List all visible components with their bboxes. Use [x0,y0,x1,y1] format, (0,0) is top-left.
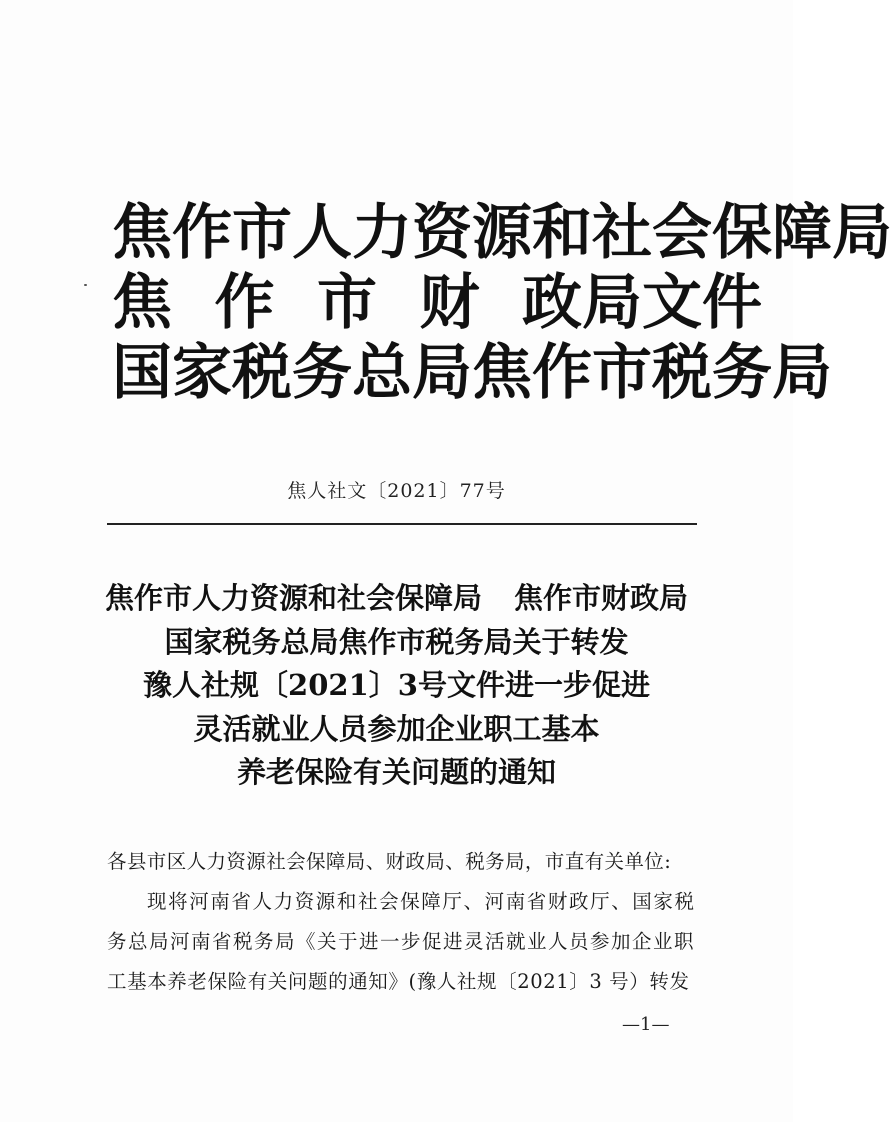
authority-char: 财 [419,268,480,338]
authority-char: 政 [522,268,582,338]
title-line-5: 养老保险有关问题的通知 [236,755,556,789]
salutation: 各县市区人力资源社会保障局、财政局、税务局，市直有关单位: [107,850,672,873]
authority-char: 市 [317,268,377,338]
body-line: 务总局河南省税务局《关于进一步促进灵活就业人员参加企业职 [107,930,696,953]
document-number: 焦人社文〔2021〕77号 [287,480,506,502]
title-line-2: 国家税务总局焦作市税务局关于转发 [164,624,629,659]
header-divider [107,523,697,525]
page-number: —1— [622,1014,670,1035]
issuing-authority-line-2 [112,268,762,338]
body-line: 工基本养老保险有关问题的通知》(豫人社规〔2021〕3 号）转发 [107,970,690,993]
authority-char: 焦 [112,268,172,338]
authority-char: 作 [214,268,275,338]
title-agency-2: 焦作市财政局 [514,581,689,615]
issuing-authority-line-1: 焦作市人力资源和社会保障局 [112,198,892,268]
title-line-3: 豫人社规〔2021〕3号文件进一步促进 [143,668,650,702]
title-agency-1: 焦作市人力资源和社会保障局 [104,581,482,615]
body-line: 现将河南省人力资源和社会保障厅、河南省财政厅、国家税 [147,890,696,913]
issuing-authority-line-3: 国家税务总局焦作市税务局 [112,338,832,408]
issuing-authority-spaced-name [112,268,582,338]
title-line-1 [0,577,793,621]
issuing-authority-suffix: 局文件 [582,268,762,338]
scan-speck [84,284,87,286]
body-paragraph [107,882,707,1002]
document-title [0,577,793,795]
title-line-4: 灵活就业人员参加企业职工基本 [193,711,600,746]
